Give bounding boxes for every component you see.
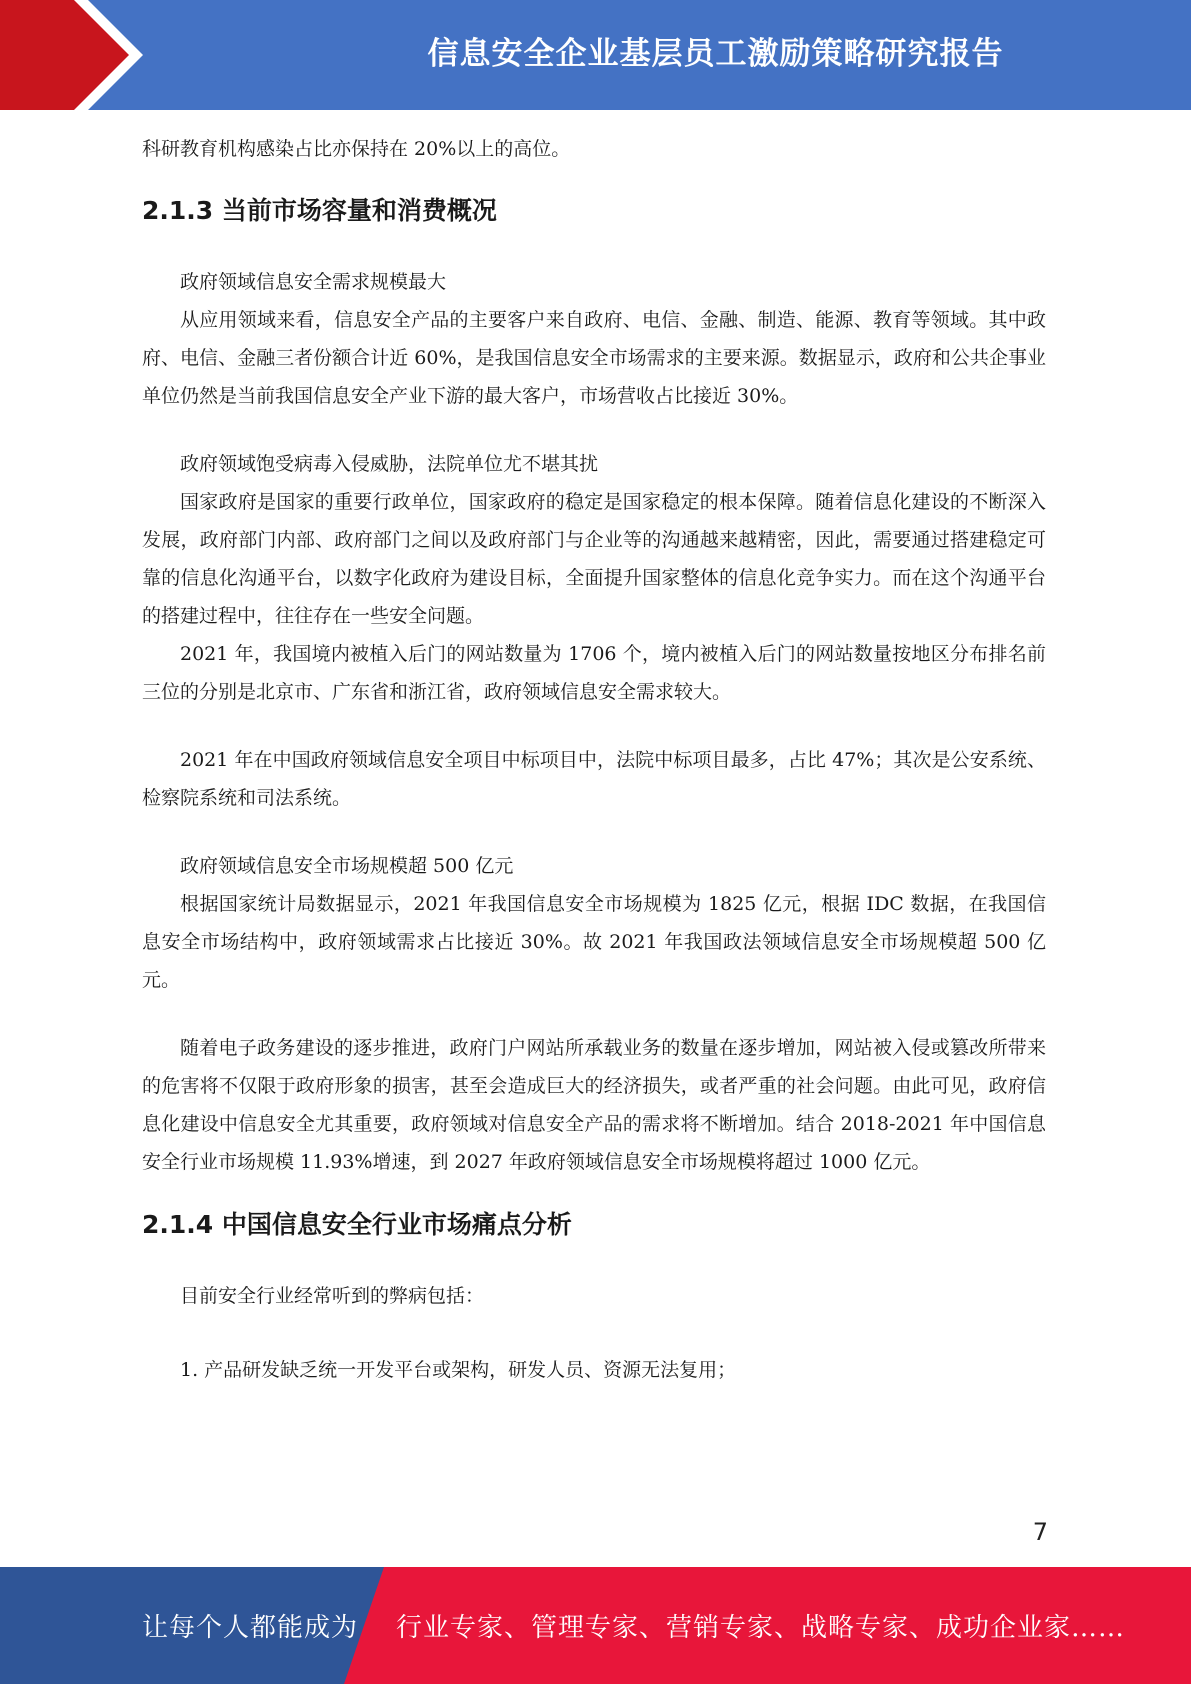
paragraph: 2021 年在中国政府领域信息安全项目中标项目中，法院中标项目最多，占比 47%；其次是公安系统、检察院系统和司法系统。 — [142, 749, 1046, 809]
paragraph: 根据国家统计局数据显示，2021 年我国信息安全市场规模为 1825 亿元，根据 IDC 数据，在我国信息安全市场结构中，政府领域需求占比接近 30%。故 2021 年我国政法领域信息安全市场规模超 500 亿元。 — [142, 893, 1046, 991]
report-title: 信息安全企业基层员工激励策略研究报告 — [427, 35, 1004, 72]
footer-slogan-left: 让每个人都能成为 — [142, 1613, 359, 1643]
section-heading-2-1-4: 2.1.4 中国信息安全行业市场痛点分析 — [142, 1210, 572, 1239]
header-red-chevron — [0, 0, 150, 110]
subheading: 政府领域信息安全需求规模最大 — [180, 271, 447, 293]
paragraph: 2021 年，我国境内被植入后门的网站数量为 1706 个，境内被植入后门的网站数量按地区分布排名前三位的分别是北京市、广东省和浙江省，政府领域信息安全需求较大。 — [142, 643, 1046, 703]
header-banner — [0, 0, 1191, 110]
page-content — [142, 130, 1046, 1389]
paragraph: 从应用领域来看，信息安全产品的主要客户来自政府、电信、金融、制造、能源、教育等领域。其中政府、电信、金融三者份额合计近 60%，是我国信息安全市场需求的主要来源。数据显示，政府和公共企事业单位仍然是当前我国信息安全产业下游的最大客户，市场营收占比接近 30%。 — [142, 309, 1046, 407]
subheading: 政府领域饱受病毒入侵威胁，法院单位尤不堪其扰 — [180, 453, 599, 475]
paragraph: 随着电子政务建设的逐步推进，政府门户网站所承载业务的数量在逐步增加，网站被入侵或篡改所带来的危害将不仅限于政府形象的损害，甚至会造成巨大的经济损失，或者严重的社会问题。由此可见，政府信息化建设中信息安全尤其重要，政府领域对信息安全产品的需求将不断增加。结合 2018-2021 年中国信息安全行业市场规模 11.93%增速，到 2027 年政府领域信息安全市场规模将超过 1000 亿元。 — [142, 1037, 1046, 1173]
paragraph: 国家政府是国家的重要行政单位，国家政府的稳定是国家稳定的根本保障。随着信息化建设的不断深入发展，政府部门内部、政府部门之间以及政府部门与企业等的沟通越来越精密，因此，需要通过搭建稳定可靠的信息化沟通平台，以数字化政府为建设目标，全面提升国家整体的信息化竞争实力。而在这个沟通平台的搭建过程中，往往存在一些安全问题。 — [142, 491, 1046, 627]
section-heading-2-1-3: 2.1.3 当前市场容量和消费概况 — [142, 196, 497, 225]
paragraph: 科研教育机构感染占比亦保持在 20%以上的高位。 — [142, 138, 571, 160]
list-item: 1. 产品研发缺乏统一开发平台或架构，研发人员、资源无法复用； — [180, 1359, 737, 1381]
footer-banner — [0, 1567, 1191, 1684]
footer-slogan-right: 行业专家、管理专家、营销专家、战略专家、成功企业家…… — [396, 1613, 1126, 1643]
paragraph: 目前安全行业经常听到的弊病包括： — [180, 1285, 485, 1307]
subheading: 政府领域信息安全市场规模超 500 亿元 — [180, 855, 514, 877]
page-number: 7 — [1032, 1518, 1048, 1546]
